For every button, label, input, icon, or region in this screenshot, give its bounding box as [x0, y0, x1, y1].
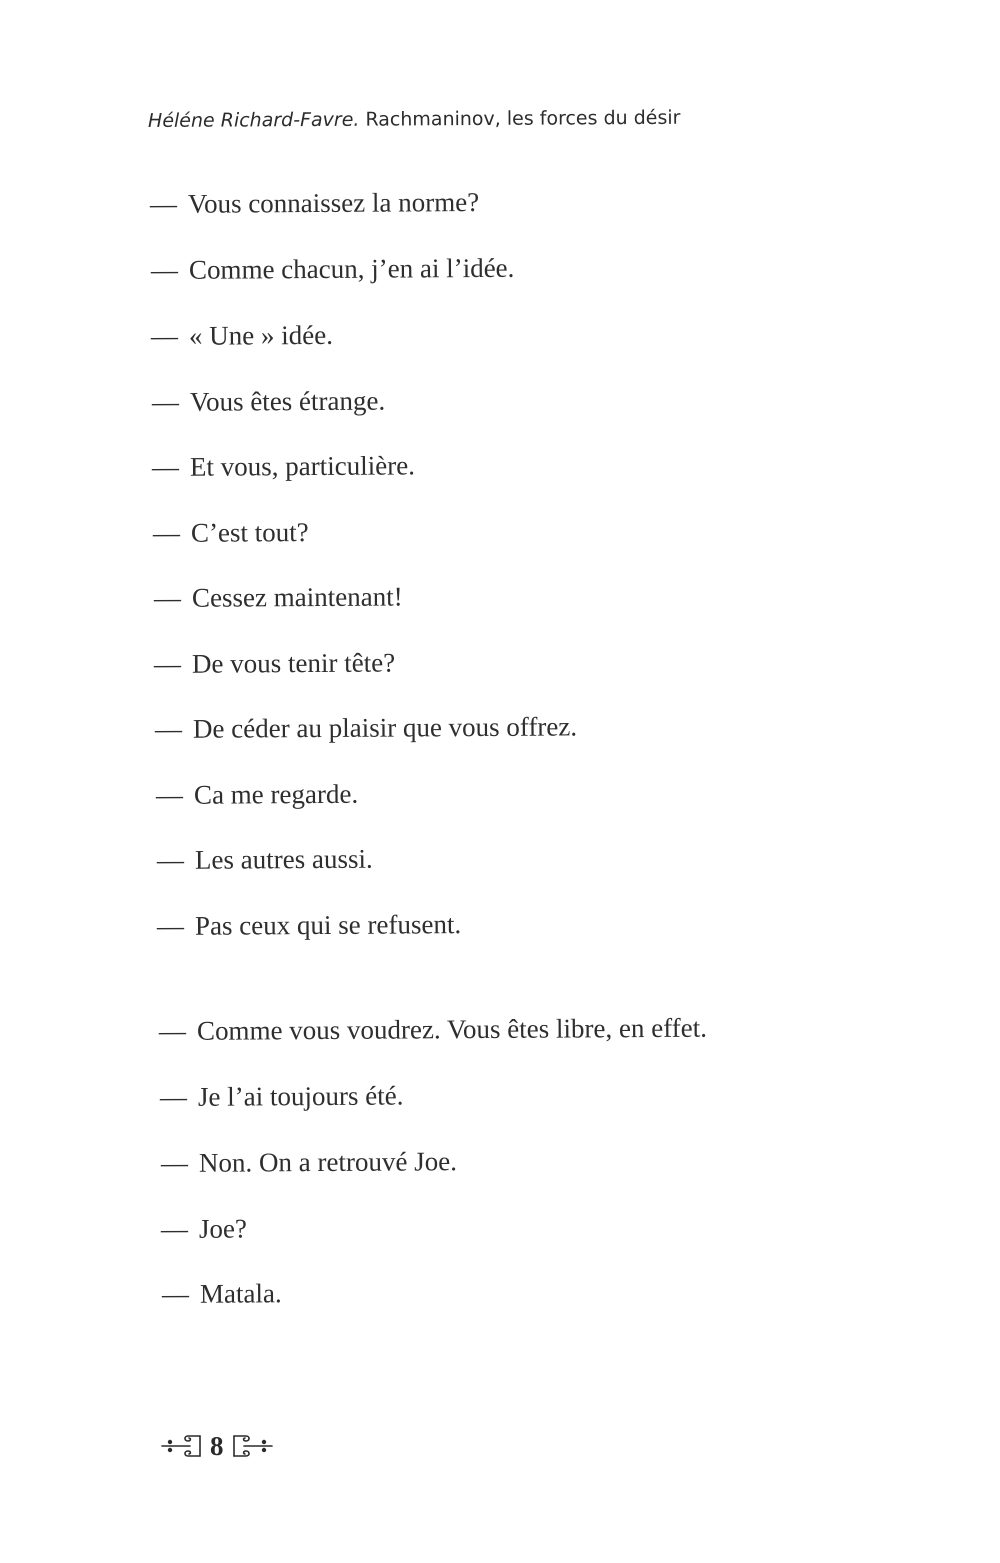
running-head-author: Héléne Richard-Favre.	[147, 108, 360, 132]
dialogue-dash: —	[151, 386, 180, 417]
dialogue-dash: —	[153, 648, 182, 679]
dialogue-text: Je l’ai toujours été.	[197, 1080, 404, 1112]
dialogue-dash: —	[160, 1147, 189, 1178]
running-head-title: Rachmaninov, les forces du désir	[365, 106, 681, 131]
dialogue-dash: —	[155, 779, 184, 810]
dialogue-dash: —	[158, 1015, 187, 1046]
dialogue-dash: —	[161, 1278, 190, 1309]
dialogue-line	[150, 186, 479, 220]
page-number: 8	[210, 1430, 224, 1461]
dialogue-dash: —	[150, 320, 179, 351]
dialogue-dash: —	[153, 582, 182, 613]
dialogue-text: Joe?	[198, 1213, 248, 1244]
dialogue-line	[155, 710, 577, 745]
ornament-left-icon	[160, 1431, 204, 1461]
dialogue-text: Pas ceux qui se refusent.	[194, 909, 462, 941]
dialogue-text: Ca me regarde.	[193, 778, 359, 810]
dialogue-line	[151, 319, 333, 352]
dialogue-line	[157, 843, 373, 876]
dialogue-dash: —	[154, 713, 183, 744]
dialogue-line	[151, 252, 515, 286]
dialogue-text: Vous connaissez la norme?	[187, 186, 480, 219]
dialogue-line	[159, 1012, 707, 1047]
dialogue-line	[161, 1145, 457, 1179]
dialogue-line	[154, 580, 403, 614]
dialogue-text: Cessez maintenant!	[191, 581, 403, 613]
dialogue-dash: —	[149, 188, 178, 219]
dialogue-dash: —	[160, 1213, 189, 1244]
dialogue-text: Comme chacun, j’en ai l’idée.	[188, 252, 515, 285]
dialogue-text: Non. On a retrouvé Joe.	[198, 1146, 458, 1178]
running-head	[148, 107, 681, 132]
dialogue-line	[157, 908, 461, 942]
dialogue-line	[161, 1212, 247, 1245]
dialogue-text: Et vous, particulière.	[189, 450, 416, 482]
dialogue-text: Matala.	[199, 1278, 282, 1309]
ornament-right-icon	[230, 1431, 274, 1461]
dialogue-line	[152, 449, 415, 483]
page-folio	[160, 1428, 274, 1464]
dialogue-line	[156, 778, 358, 811]
dialogue-line	[153, 516, 309, 549]
dialogue-text: « Une » idée.	[188, 319, 334, 351]
dialogue-text: C’est tout?	[190, 517, 309, 548]
dialogue-text: Les autres aussi.	[194, 843, 373, 875]
dialogue-text: De céder au plaisir que vous offrez.	[192, 711, 578, 744]
dialogue-dash: —	[156, 910, 185, 941]
dialogue-dash: —	[152, 517, 181, 548]
dialogue-dash: —	[151, 451, 180, 482]
dialogue-text: Comme vous voudrez. Vous êtes libre, en effet.	[196, 1012, 707, 1046]
dialogue-line	[162, 1277, 282, 1310]
dialogue-text: Vous êtes étrange.	[189, 385, 386, 417]
dialogue-dash: —	[159, 1081, 188, 1112]
dialogue-dash: —	[156, 844, 185, 875]
dialogue-text: De vous tenir tête?	[191, 647, 396, 679]
dialogue-line	[152, 385, 385, 418]
dialogue-line	[154, 647, 395, 680]
dialogue-dash: —	[150, 254, 179, 285]
dialogue-line	[160, 1080, 404, 1113]
